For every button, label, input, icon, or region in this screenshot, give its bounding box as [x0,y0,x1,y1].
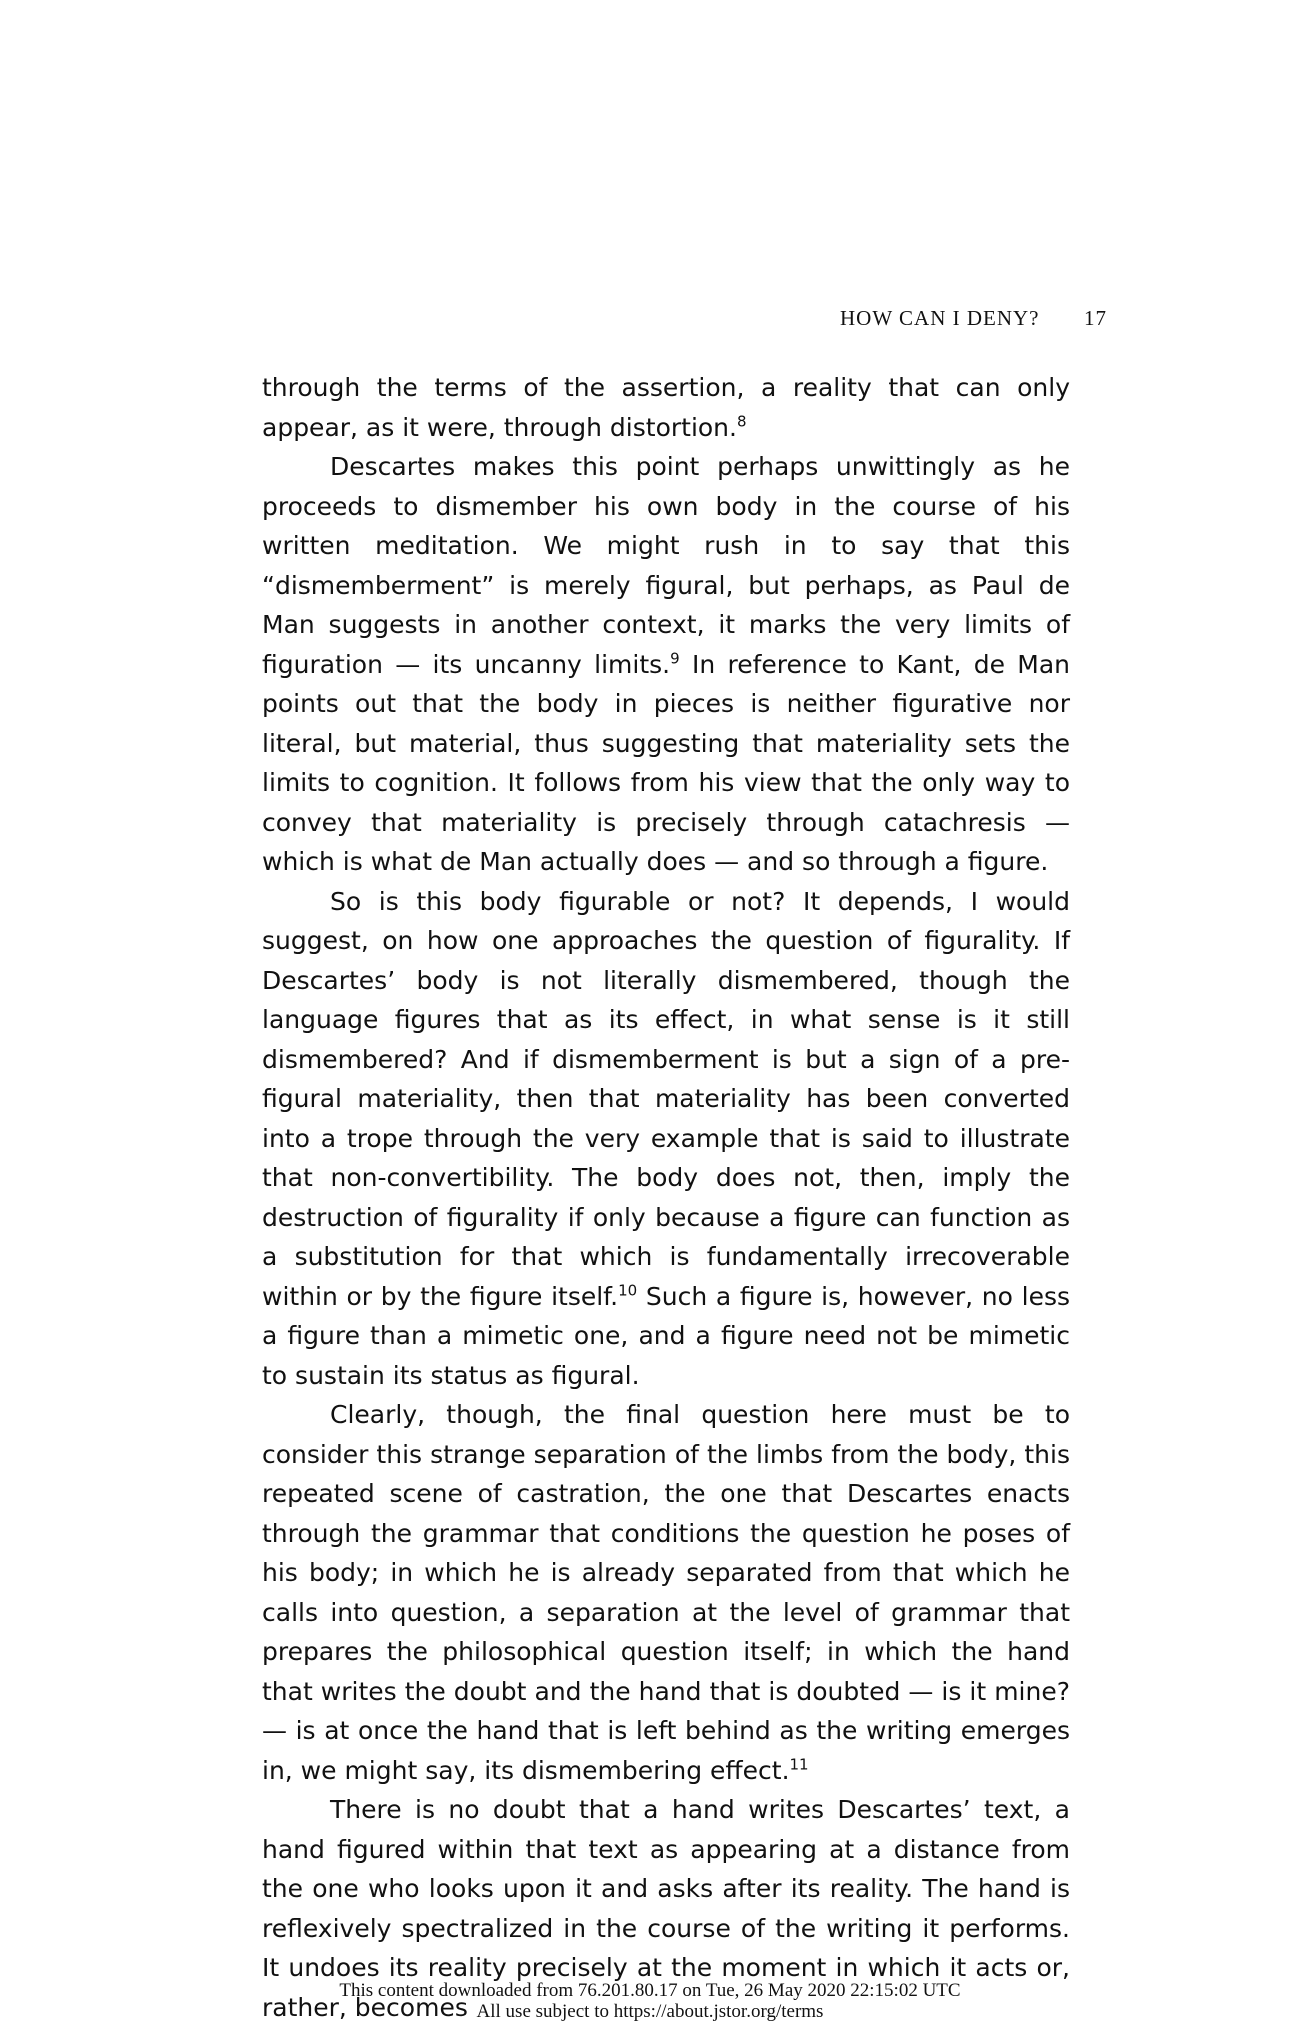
paragraph [262,1395,1070,1790]
running-head-title: HOW CAN I DENY? [840,306,1040,330]
terms-notice-line: All use subject to https://about.jstor.org/terms [476,2001,824,2022]
footnote-ref-10: 10 [618,1281,638,1300]
text-segment: In reference to Kant, de Man points out that the body in pieces is neither figurative nor literal, but material, thus suggesting that materiality sets the limits to cognition. It follows from his view that the only way to convey that materiality is precisely through catachresis — which is what de Man actually does — and so through a figure. [262,649,1070,876]
text-segment: Clearly, though, the final question here must be to consider this strange separation of the limbs from the body, this repeated scene of castration, the one that Descartes enacts through the grammar that conditions the question he poses of his body; in which he is already separated from that which he calls into question, a separation at the level of grammar that prepares the philosophical question itself; in which the hand that writes the doubt and the hand that is doubted — is it mine? — is at once the hand that is left behind as the writing emerges in, we might say, its dismembering effect. [262,1400,1070,1785]
download-notice-line: This content downloaded from 76.201.80.17 on Tue, 26 May 2020 22:15:02 UTC [339,1980,961,2001]
download-notice [0,1980,1300,2022]
text-segment: There is no doubt that a hand writes Descartes’ text, a hand figured within that text as appearing at a distance from the one who looks upon it and asks after its reality. The hand is reflexively spectralized in the course of the writing it performs. It undoes its reality precisely at the moment in which it acts or, rather, becomes [262,1795,1070,2022]
text-segment: Such a figure is, however, no less a figure than a mimetic one, and a figure need not be mimetic to sustain its status as figural. [262,1281,1071,1390]
paragraph [262,882,1070,1396]
body-text [262,368,1070,2027]
footnote-ref-11: 11 [789,1755,809,1774]
text-segment: Descartes makes this point perhaps unwittingly as he proceeds to dismember his own body in the course of his written meditation. We might rush in to say that this “dismemberment” is merely figural, but perhaps, as Paul de Man suggests in another context, it marks the very limits of figuration — its uncanny limits. [262,452,1070,679]
paragraph [262,368,1070,447]
paragraph [262,447,1070,882]
text-segment: So is this body figurable or not? It depends, I would suggest, on how one approaches the question of figurality. If Descartes’ body is not literally dismembered, though the language figures that as its effect, in what sense is it still dismembered? And if dismemberment is but a sign of a pre-figural materiality, then that materiality has been converted into a trope through the very example that is said to illustrate that non-convertibility. The body does not, then, imply the destruction of figurality if only because a figure can function as a substitution for that which is fundamentally irrecoverable within or by the figure itself. [262,886,1070,1311]
text-segment: through the terms of the assertion, a reality that can only appear, as it were, through distortion. [262,373,1070,442]
page-number: 17 [1084,306,1107,330]
footnote-ref-8: 8 [736,412,747,431]
footnote-ref-9: 9 [670,649,680,668]
